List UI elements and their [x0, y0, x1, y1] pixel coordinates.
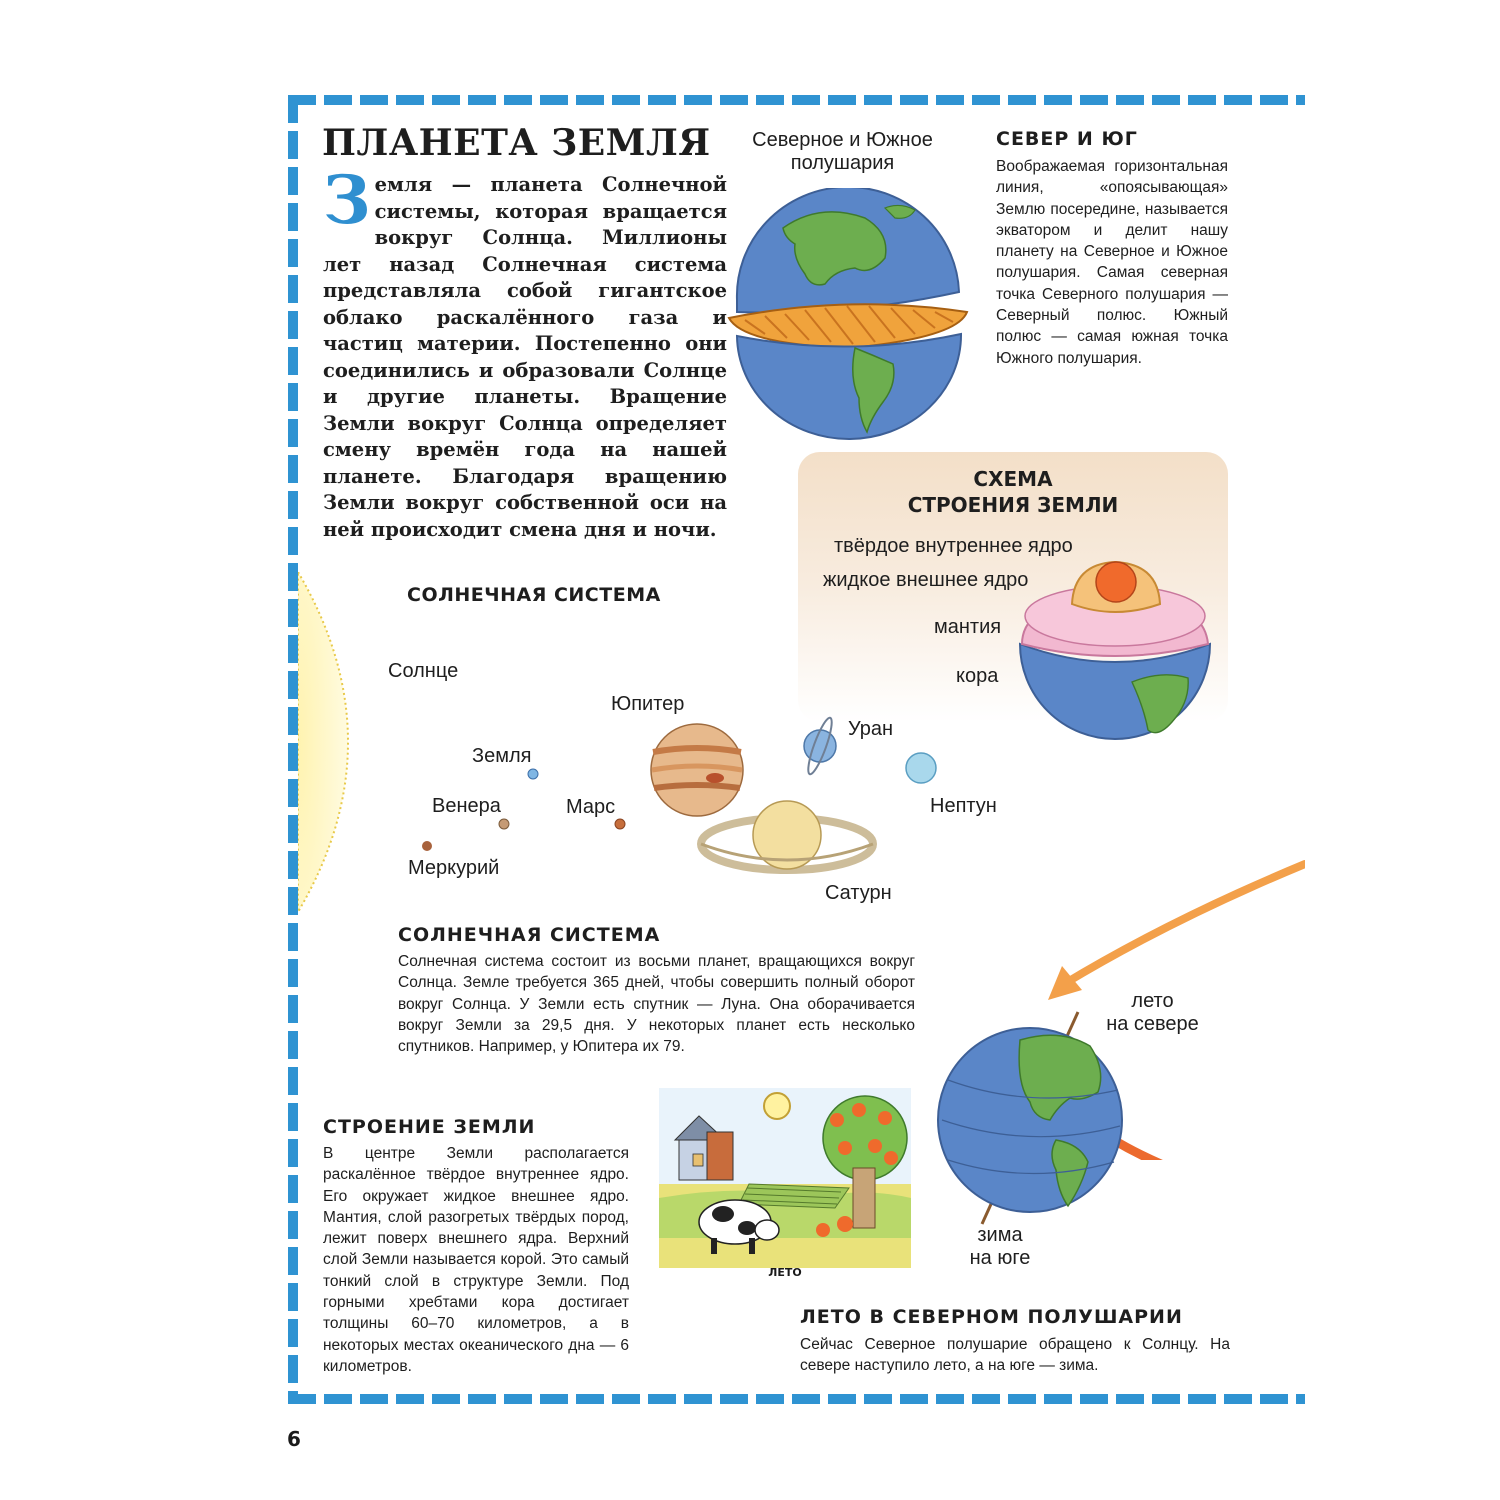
earth-structure-title-line2: СТРОЕНИЯ ЗЕМЛИ — [907, 493, 1119, 517]
earth-structure-title-line1: СХЕМА — [973, 467, 1053, 491]
label-uranus: Уран — [848, 718, 894, 740]
label-crust: кора — [956, 665, 999, 687]
summer-north-caption-line2: на севере — [1106, 1013, 1199, 1035]
summer-north-text: Сейчас Северное полушарие обращено к Солнцу. На севере наступило лето, а на юге — зима. — [800, 1336, 1230, 1375]
page-number: 6 — [287, 1427, 301, 1451]
structure-heading: СТРОЕНИЕ ЗЕМЛИ — [323, 1116, 536, 1138]
label-mercury: Меркурий — [408, 857, 500, 879]
label-jupiter: Юпитер — [611, 693, 685, 715]
intro-paragraph — [323, 161, 727, 543]
tilted-earth-illustration — [930, 1010, 1130, 1230]
north-south-text: Воображаемая горизонтальная линия, «опоясывающая» Землю посередине, называется экватором и делит нашу планету на Северное и Южное полушария. Самая северная точка Северного полушария — Северный полюс. Южный полюс — самая южная точка Южного полушария. — [996, 158, 1228, 367]
frame-left-border — [288, 95, 298, 1404]
winter-south-caption — [955, 1224, 1045, 1270]
neptune-planet — [906, 753, 936, 783]
page-title: ПЛАНЕТА ЗЕМЛЯ — [322, 122, 711, 164]
frame-bottom-border — [288, 1394, 1305, 1404]
label-mars: Марс — [566, 796, 616, 818]
saturn-planet — [701, 801, 873, 870]
sun-illustration — [298, 572, 390, 912]
structure-text: В центре Земли располагается раскалённое твёрдое внутреннее ядро. Его окружает жидкое внешнее ядро. Мантия, слой разогретых твёрдых пород, лежит поверх внешнего ядра. Верхний слой Земли называется корой. Это самый тонкий слой в структуре Земли. Под горными хребтами кора достигает толщины 60–70 километров, а в некоторых местах океанического дна — 6 километров. — [323, 1145, 629, 1375]
mercury-planet — [422, 841, 432, 851]
earth-structure-title — [798, 466, 1228, 518]
planets-illustration — [400, 700, 960, 900]
solar-system-heading: СОЛНЕЧНАЯ СИСТЕМА — [398, 924, 661, 946]
uranus-planet — [804, 716, 836, 776]
label-outer-core: жидкое внешнее ядро — [823, 569, 1029, 591]
summer-north-caption — [1095, 990, 1210, 1036]
label-inner-core: твёрдое внутреннее ядро — [834, 535, 1073, 557]
hemispheres-globe-illustration — [725, 188, 970, 443]
hemispheres-caption: Северное и Южное полушария — [752, 129, 933, 174]
summer-north-caption-line1: лето — [1131, 990, 1174, 1012]
summer-north-heading: ЛЕТО В СЕВЕРНОМ ПОЛУШАРИИ — [800, 1306, 1183, 1328]
label-sun: Солнце — [388, 660, 459, 682]
label-saturn: Сатурн — [825, 882, 892, 904]
intro-dropcap: З — [323, 161, 371, 239]
north-south-heading: СЕВЕР И ЮГ — [996, 128, 1138, 150]
earth-layers-illustration — [1012, 552, 1218, 752]
jupiter-planet — [651, 724, 743, 816]
summer-picture-label: ЛЕТО — [768, 1266, 802, 1279]
solar-system-text: Солнечная система состоит из восьми планет, вращающихся вокруг Солнца. Земле требуется 365 дней, чтобы совершить полный оборот вокруг Солнца. У Земли есть спутник — Луна. Она оборачивается вокруг Земли за 29,5 дня. У некоторых планет есть несколько спутников. Например, у Юпитера их 79. — [398, 953, 915, 1056]
venus-planet — [499, 819, 509, 829]
label-neptune: Нептун — [930, 795, 997, 817]
solar-system-diagram-title: СОЛНЕЧНАЯ СИСТЕМА — [407, 584, 661, 606]
winter-south-caption-line1: зима — [977, 1224, 1023, 1246]
mars-planet — [615, 819, 625, 829]
summer-farm-illustration — [659, 1088, 911, 1284]
frame-top-border — [288, 95, 1305, 105]
label-venus: Венера — [432, 795, 501, 817]
label-earth: Земля — [472, 745, 532, 767]
earth-planet — [528, 769, 538, 779]
winter-south-caption-line2: на юге — [969, 1247, 1031, 1269]
intro-text: емля — планета Солнечной системы, которая вращается вокруг Солнца. Миллионы лет назад Солнечная система представляла собой гигантское облако раскалённого газа и частиц материи. Постепенно они соединились и образовали Солнце и другие планеты. Вращение Земли вокруг Солнца определяет смену времён года на нашей планете. Благодаря вращению Земли вокруг собственной оси на ней происходит смена дня и ночи. — [323, 173, 727, 541]
label-mantle: мантия — [934, 616, 1002, 638]
